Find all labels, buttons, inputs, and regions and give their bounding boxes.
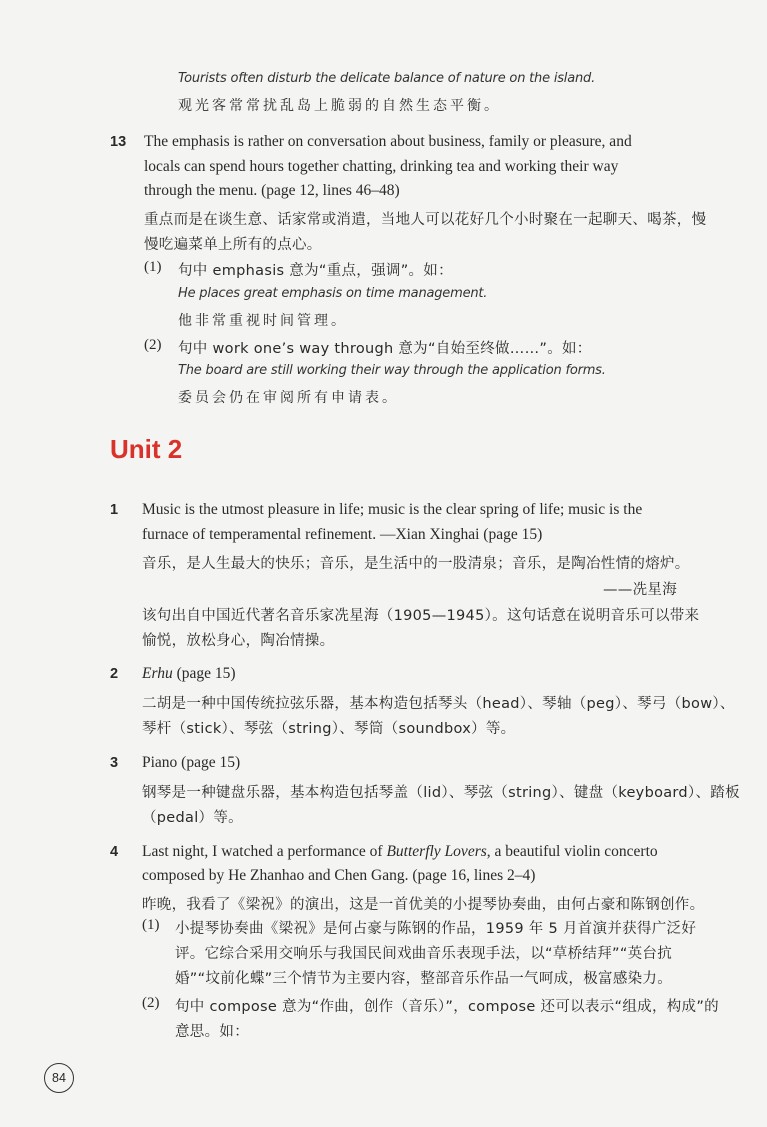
- item2-title-rest: (page 15): [172, 665, 236, 682]
- item-number: 4: [110, 844, 119, 860]
- note-example-en: The board are still working their way through the application forms.: [178, 363, 606, 378]
- note-line: 小提琴协奏曲《梁祝》是何占豪与陈钢的作品，1959 年 5 月首演并获得广泛好: [175, 921, 697, 937]
- item4-line: [142, 843, 658, 861]
- unit-title: Unit 2: [110, 434, 183, 464]
- note-number: (2): [144, 337, 162, 353]
- note-text: 句中 work one’s way through 意为“自始至终做……”。如：: [178, 341, 592, 357]
- note-example-zh: 他非常重视时间管理。: [178, 313, 348, 329]
- item1-zh-line: 该句出自中国近代著名音乐家冼星海（1905—1945）。这句话意在说明音乐可以带来: [142, 608, 700, 624]
- item13-line: The emphasis is rather on conversation about business, family or pleasure, and: [144, 133, 632, 150]
- item-number: 3: [110, 755, 119, 771]
- item-number: 1: [110, 502, 119, 518]
- item1-zh-quote: 音乐，是人生最大的快乐；音乐，是生活中的一股清泉；音乐，是陶冶性情的熔炉。: [142, 556, 690, 572]
- item3-title: Piano (page 15): [142, 754, 241, 771]
- note-line: 评。它综合采用交响乐与我国民间戏曲音乐表现手法，以“草桥结拜”“英台抗: [175, 946, 673, 962]
- note-example-en: He places great emphasis on time management.: [178, 286, 488, 301]
- note-line: 意思。如：: [175, 1024, 249, 1040]
- item1-attribution: ——冼星海: [603, 582, 677, 598]
- top-example-zh: 观光客常常扰乱岛上脆弱的自然生态平衡。: [178, 98, 501, 114]
- note-number: (1): [144, 259, 162, 275]
- item4-zh: 昨晚，我看了《梁祝》的演出，这是一首优美的小提琴协奏曲，由何占豪和陈钢创作。: [142, 897, 705, 913]
- item4-line1-italic: Butterfly Lovers: [386, 843, 487, 860]
- item4-line: composed by He Zhanhao and Chen Gang. (page 16, lines 2–4): [142, 867, 536, 884]
- top-example-en: Tourists often disturb the delicate balance of nature on the island.: [178, 71, 596, 86]
- item3-zh-line: （pedal）等。: [142, 810, 243, 826]
- note-text: 句中 emphasis 意为“重点，强调”。如：: [178, 263, 453, 279]
- item4-line1-pre: Last night, I watched a performance of: [142, 843, 387, 860]
- item13-line: through the menu. (page 12, lines 46–48): [144, 182, 400, 199]
- page-number: 84: [44, 1063, 74, 1093]
- note-number: (1): [142, 917, 160, 933]
- item1-line: Music is the utmost pleasure in life; music is the clear spring of life; music is the: [142, 501, 643, 518]
- item2-zh-line: 二胡是一种中国传统拉弦乐器，基本构造包括琴头（head）、琴轴（peg）、琴弓（bow）、: [142, 696, 735, 712]
- item1-line: furnace of temperamental refinement. —Xian Xinghai (page 15): [142, 526, 543, 543]
- item-number: 13: [110, 134, 127, 150]
- note-line: 婚”“坟前化蝶”三个情节为主要内容，整部音乐作品一气呵成，极富感染力。: [175, 971, 673, 987]
- item2-title-italic: Erhu: [142, 665, 173, 682]
- item-number: 2: [110, 666, 119, 682]
- item13-line: locals can spend hours together chatting, drinking tea and working their way: [144, 158, 619, 175]
- item13-zh-line: 慢吃遍菜单上所有的点心。: [144, 237, 322, 253]
- note-example-zh: 委员会仍在审阅所有申请表。: [178, 390, 399, 406]
- note-number: (2): [142, 995, 160, 1011]
- note-line: 句中 compose 意为“作曲，创作（音乐）”，compose 还可以表示“组成，构成”的: [175, 999, 719, 1015]
- item1-zh-line: 愉悦，放松身心，陶冶情操。: [142, 633, 335, 649]
- item4-line1-post: , a beautiful violin concerto: [486, 843, 658, 860]
- item3-zh-line: 钢琴是一种键盘乐器，基本构造包括琴盖（lid）、琴弦（string）、键盘（keyboard）、踏板: [142, 785, 740, 801]
- item2-title: [142, 665, 236, 683]
- item13-zh-line: 重点而是在谈生意、话家常或消遣，当地人可以花好几个小时聚在一起聊天、喝茶，慢: [144, 212, 707, 228]
- item2-zh-line: 琴杆（stick）、琴弦（string）、琴筒（soundbox）等。: [142, 721, 516, 737]
